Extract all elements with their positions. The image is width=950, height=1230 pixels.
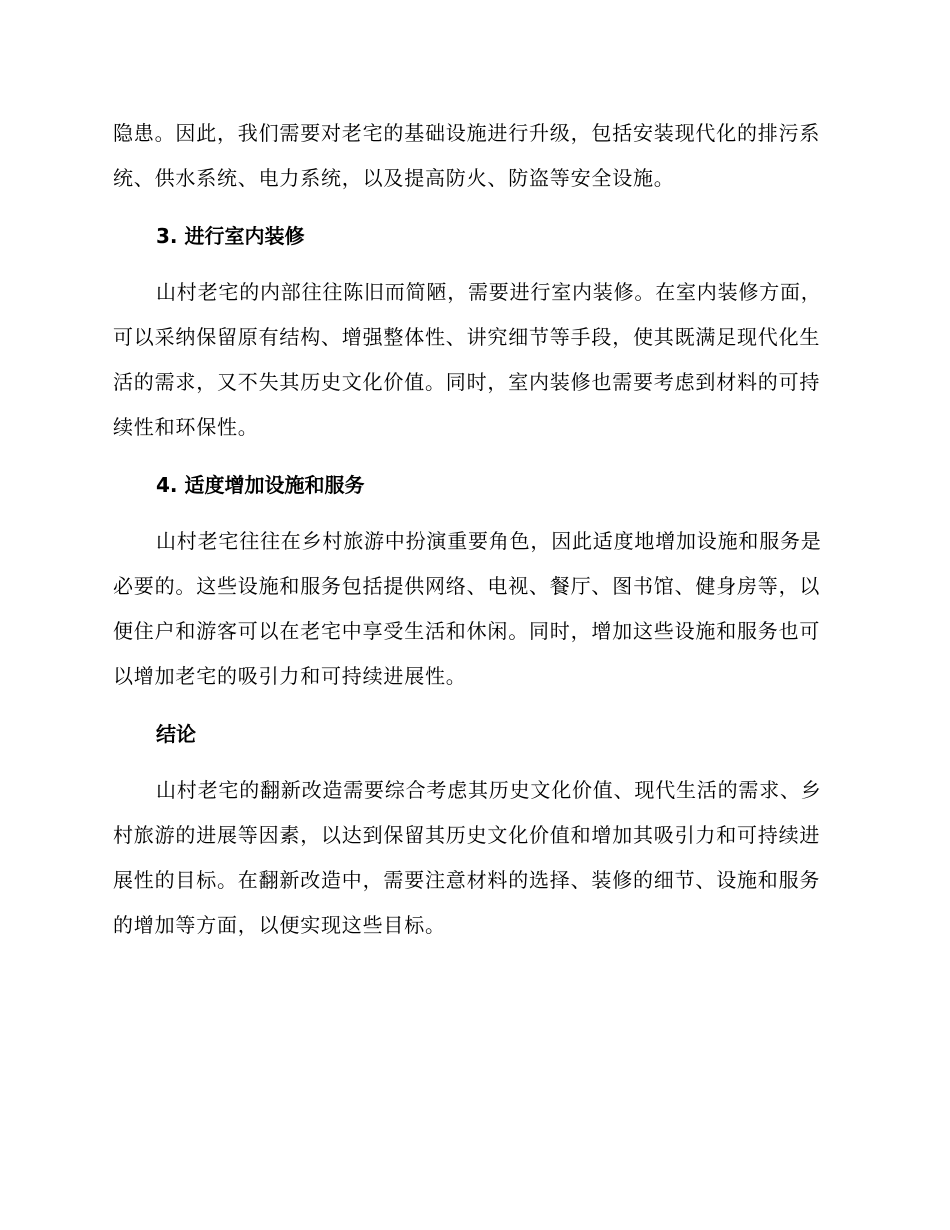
document-body [113,111,831,948]
section-heading-conclusion: 结论 [156,722,196,746]
spacer [113,508,831,519]
spacer [113,757,831,768]
section-body-interior-renovation: 山村老宅的内部往往陈旧而简陋，需要进行室内装修。在室内装修方面，可以采纳保留原有结构、增强整体性、讲究细节等手段，使其既满足现代化生活的需求，又不失其历史文化价值。同时，室内装修也需要考虑到材料的可持续性和环保性。 [113,280,822,439]
section-heading-facilities-services: 4. 适度增加设施和服务 [156,473,365,497]
intro-continuation-paragraph: 隐患。因此，我们需要对老宅的基础设施进行升级，包括安装现代化的排污系统、供水系统、电力系统，以及提高防火、防盗等安全设施。 [113,121,821,190]
section-body-conclusion: 山村老宅的翻新改造需要综合考虑其历史文化价值、现代生活的需求、乡村旅游的进展等因素，以达到保留其历史文化价值和增加其吸引力和可持续进展性的目标。在翻新改造中，需要注意材料的选择、装修的细节、设施和服务的增加等方面，以便实现这些目标。 [113,778,822,937]
spacer [113,259,831,270]
section-heading-interior-renovation: 3. 进行室内装修 [156,224,305,248]
spacer [113,201,831,214]
section-body-facilities-services: 山村老宅往往在乡村旅游中扮演重要角色，因此适度地增加设施和服务是必要的。这些设施和服务包括提供网络、电视、餐厅、图书馆、健身房等，以便住户和游客可以在老宅中享受生活和休闲。同时，增加这些设施和服务也可以增加老宅的吸引力和可持续进展性。 [113,529,822,688]
spacer [113,699,831,712]
spacer [113,450,831,463]
